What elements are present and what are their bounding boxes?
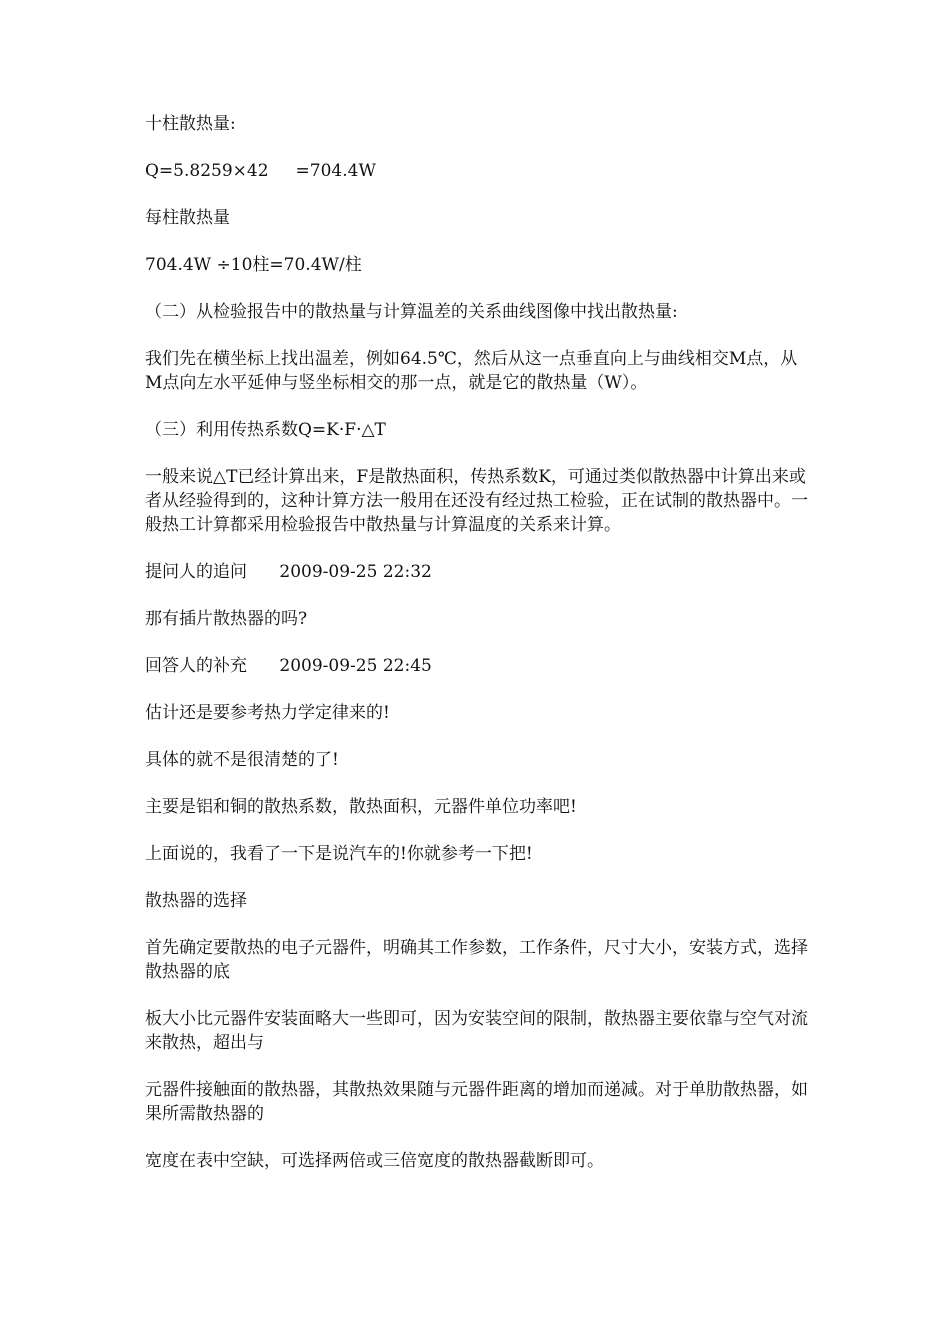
- paragraph-answer-line-1: 估计还是要参考热力学定律来的!: [145, 703, 390, 723]
- document-body: [145, 112, 810, 1196]
- paragraph-answer-line-4: 上面说的，我看了一下是说汽车的!你就参考一下把!: [145, 844, 533, 864]
- paragraph-selection-3: 元器件接触面的散热器，其散热效果随与元器件距离的增加而递减。对于单肋散热器，如果所需散热器的: [145, 1080, 808, 1124]
- paragraph-selection-1: 首先确定要散热的电子元器件，明确其工作参数，工作条件，尺寸大小，安装方式，选择散热器的底: [145, 938, 808, 982]
- paragraph-section-three-heading: （三）利用传热系数Q=K·F·△T: [145, 420, 386, 440]
- paragraph-followup-question: 那有插片散热器的吗?: [145, 609, 308, 629]
- paragraph-selection-heading: 散热器的选择: [145, 891, 247, 911]
- paragraph-followup-question-meta: 提问人的追问 2009-09-25 22:32: [145, 562, 432, 582]
- paragraph-ten-column-heat-label: 十柱散热量:: [145, 114, 236, 134]
- paragraph-answer-line-2: 具体的就不是很清楚的了!: [145, 750, 339, 770]
- paragraph-per-column-label: 每柱散热量: [145, 208, 230, 228]
- paragraph-coefficient-method: 一般来说△T已经计算出来，F是散热面积，传热系数K，可通过类似散热器中计算出来或者从经验得到的，这种计算方法一般用在还没有经过热工检验，正在试制的散热器中。一般热工计算都采用检验报告中散热量与计算温度的关系来计算。: [145, 467, 808, 535]
- paragraph-answer-line-3: 主要是铝和铜的散热系数，散热面积，元器件单位功率吧!: [145, 797, 577, 817]
- paragraph-per-column-value: 704.4W ÷10柱=70.4W/柱: [145, 255, 362, 275]
- paragraph-selection-4: 宽度在表中空缺，可选择两倍或三倍宽度的散热器截断即可。: [145, 1151, 604, 1171]
- paragraph-curve-method: 我们先在横坐标上找出温差，例如64.5℃，然后从这一点垂直向上与曲线相交M点，从M点向左水平延伸与竖坐标相交的那一点，就是它的散热量（W）。: [145, 349, 798, 393]
- paragraph-selection-2: 板大小比元器件安装面略大一些即可，因为安装空间的限制，散热器主要依靠与空气对流来散热，超出与: [145, 1009, 808, 1053]
- paragraph-answer-supplement-meta: 回答人的补充 2009-09-25 22:45: [145, 656, 432, 676]
- paragraph-section-two-heading: （二）从检验报告中的散热量与计算温差的关系曲线图像中找出散热量:: [145, 302, 678, 322]
- paragraph-formula-q: Q=5.8259×42 =704.4W: [145, 161, 376, 181]
